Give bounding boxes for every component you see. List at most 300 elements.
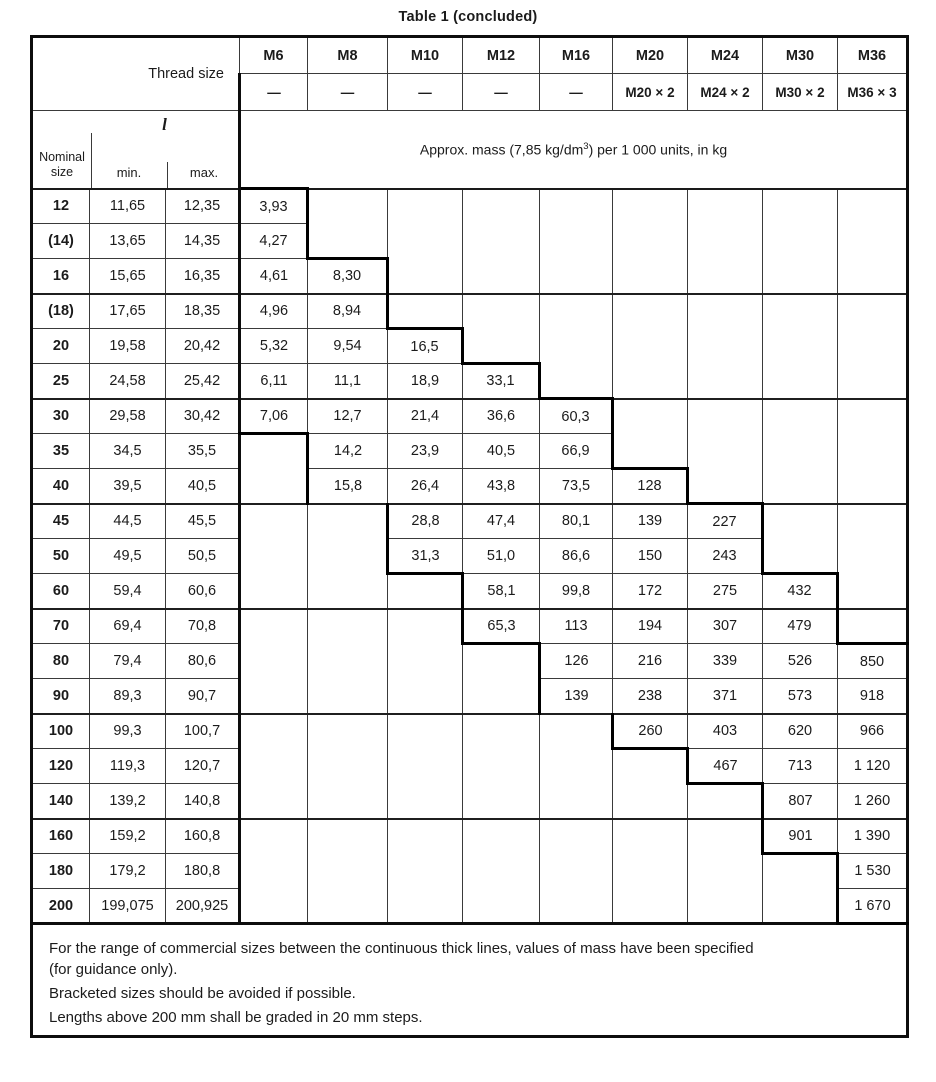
max-cell: 180,8 bbox=[166, 854, 240, 889]
mass-cell-m16-80: 126 bbox=[540, 644, 613, 679]
mass-cell-m20-50: 150 bbox=[613, 539, 688, 574]
table-row-160 bbox=[32, 819, 908, 854]
mass-cell-m8-18: 8,94 bbox=[308, 294, 388, 329]
col-header-m8: M8 bbox=[308, 37, 388, 74]
mass-cell-m36-14 bbox=[838, 224, 908, 259]
mass-cell-m36-50 bbox=[838, 539, 908, 574]
table-row-200 bbox=[32, 889, 908, 924]
mass-cell-m30-200 bbox=[763, 889, 838, 924]
mass-cell-m20-140 bbox=[613, 784, 688, 819]
mass-cell-m12-35: 40,5 bbox=[463, 434, 540, 469]
table-row-35 bbox=[32, 434, 908, 469]
mass-cell-m10-20: 16,5 bbox=[388, 329, 463, 364]
mass-cell-m30-50 bbox=[763, 539, 838, 574]
mass-cell-m36-18 bbox=[838, 294, 908, 329]
mass-cell-m8-16: 8,30 bbox=[308, 259, 388, 294]
mass-cell-m16-18 bbox=[540, 294, 613, 329]
length-header-cell bbox=[32, 111, 240, 189]
mass-cell-m30-16 bbox=[763, 259, 838, 294]
table-row-14 bbox=[32, 224, 908, 259]
mass-cell-m12-14 bbox=[463, 224, 540, 259]
mass-cell-m6-200 bbox=[240, 889, 308, 924]
mass-cell-m30-80: 526 bbox=[763, 644, 838, 679]
nominal-cell: (14) bbox=[32, 224, 90, 259]
col-header-m20: M20 bbox=[613, 37, 688, 74]
mass-cell-m20-16 bbox=[613, 259, 688, 294]
nominal-size-label: Nominal size bbox=[39, 149, 85, 179]
footnotes bbox=[32, 924, 908, 1037]
mass-cell-m10-100 bbox=[388, 714, 463, 749]
mass-cell-m20-18 bbox=[613, 294, 688, 329]
mass-cell-m12-100 bbox=[463, 714, 540, 749]
min-cell: 34,5 bbox=[90, 434, 166, 469]
footnotes-row bbox=[32, 924, 908, 1037]
col-subheader-m6: — bbox=[240, 74, 308, 111]
mass-cell-m8-180 bbox=[308, 854, 388, 889]
nominal-cell: 70 bbox=[32, 609, 90, 644]
mass-cell-m8-70 bbox=[308, 609, 388, 644]
min-cell: 179,2 bbox=[90, 854, 166, 889]
mass-cell-m24-140 bbox=[688, 784, 763, 819]
mass-cell-m10-30: 21,4 bbox=[388, 399, 463, 434]
mass-cell-m16-60: 99,8 bbox=[540, 574, 613, 609]
table-wrapper bbox=[30, 35, 906, 1038]
mass-cell-m30-100: 620 bbox=[763, 714, 838, 749]
min-cell: 69,4 bbox=[90, 609, 166, 644]
header-row-length-mass bbox=[32, 111, 908, 189]
mass-cell-m30-40 bbox=[763, 469, 838, 504]
max-cell: 35,5 bbox=[166, 434, 240, 469]
mass-cell-m24-70: 307 bbox=[688, 609, 763, 644]
nominal-cell: 180 bbox=[32, 854, 90, 889]
max-cell: 45,5 bbox=[166, 504, 240, 539]
mass-cell-m12-12 bbox=[463, 189, 540, 224]
table-row-30 bbox=[32, 399, 908, 434]
mass-cell-m16-200 bbox=[540, 889, 613, 924]
mass-cell-m16-12 bbox=[540, 189, 613, 224]
mass-cell-m10-14 bbox=[388, 224, 463, 259]
mass-cell-m20-14 bbox=[613, 224, 688, 259]
mass-cell-m12-16 bbox=[463, 259, 540, 294]
mass-cell-m6-45 bbox=[240, 504, 308, 539]
min-cell: 49,5 bbox=[90, 539, 166, 574]
max-cell: 80,6 bbox=[166, 644, 240, 679]
mass-cell-m24-14 bbox=[688, 224, 763, 259]
min-cell: 24,58 bbox=[90, 364, 166, 399]
nominal-cell: 100 bbox=[32, 714, 90, 749]
table-row-80 bbox=[32, 644, 908, 679]
mass-cell-m6-30: 7,06 bbox=[240, 399, 308, 434]
mass-cell-m24-50: 243 bbox=[688, 539, 763, 574]
mass-cell-m6-20: 5,32 bbox=[240, 329, 308, 364]
mass-cell-m16-70: 113 bbox=[540, 609, 613, 644]
mass-cell-m30-20 bbox=[763, 329, 838, 364]
nominal-cell: (18) bbox=[32, 294, 90, 329]
nominal-cell: 90 bbox=[32, 679, 90, 714]
mass-cell-m20-35 bbox=[613, 434, 688, 469]
col-header-m6: M6 bbox=[240, 37, 308, 74]
mass-cell-m16-50: 86,6 bbox=[540, 539, 613, 574]
mass-cell-m20-60: 172 bbox=[613, 574, 688, 609]
mass-cell-m6-40 bbox=[240, 469, 308, 504]
nominal-cell: 20 bbox=[32, 329, 90, 364]
mass-cell-m20-45: 139 bbox=[613, 504, 688, 539]
mass-cell-m16-40: 73,5 bbox=[540, 469, 613, 504]
col-header-m10: M10 bbox=[388, 37, 463, 74]
mass-cell-m36-90: 918 bbox=[838, 679, 908, 714]
note-line-4: Lengths above 200 mm shall be graded in 20 mm steps. bbox=[49, 1009, 423, 1026]
mass-cell-m8-14 bbox=[308, 224, 388, 259]
max-cell: 50,5 bbox=[166, 539, 240, 574]
col-header-m12: M12 bbox=[463, 37, 540, 74]
mass-cell-m24-45: 227 bbox=[688, 504, 763, 539]
mass-cell-m30-70: 479 bbox=[763, 609, 838, 644]
table-row-50 bbox=[32, 539, 908, 574]
mass-cell-m16-45: 80,1 bbox=[540, 504, 613, 539]
min-cell: 119,3 bbox=[90, 749, 166, 784]
note-line-3: Bracketed sizes should be avoided if possible. bbox=[49, 985, 356, 1002]
min-cell: 15,65 bbox=[90, 259, 166, 294]
mass-cell-m30-140: 807 bbox=[763, 784, 838, 819]
mass-cell-m10-12 bbox=[388, 189, 463, 224]
mass-cell-m16-16 bbox=[540, 259, 613, 294]
mass-cell-m8-45 bbox=[308, 504, 388, 539]
max-cell: 20,42 bbox=[166, 329, 240, 364]
mass-cell-m16-140 bbox=[540, 784, 613, 819]
mass-cell-m24-120: 467 bbox=[688, 749, 763, 784]
col-header-m16: M16 bbox=[540, 37, 613, 74]
mass-cell-m10-200 bbox=[388, 889, 463, 924]
min-cell: 59,4 bbox=[90, 574, 166, 609]
mass-cell-m12-200 bbox=[463, 889, 540, 924]
mass-cell-m12-20 bbox=[463, 329, 540, 364]
nominal-cell: 200 bbox=[32, 889, 90, 924]
mass-cell-m6-90 bbox=[240, 679, 308, 714]
header-row-thread-sizes bbox=[32, 37, 908, 74]
mass-cell-m24-80: 339 bbox=[688, 644, 763, 679]
mass-cell-m20-160 bbox=[613, 819, 688, 854]
mass-cell-m12-25: 33,1 bbox=[463, 364, 540, 399]
mass-cell-m12-140 bbox=[463, 784, 540, 819]
mass-cell-m10-35: 23,9 bbox=[388, 434, 463, 469]
mass-cell-m8-200 bbox=[308, 889, 388, 924]
table-row-60 bbox=[32, 574, 908, 609]
min-cell: 11,65 bbox=[90, 189, 166, 224]
max-cell: 120,7 bbox=[166, 749, 240, 784]
mass-cell-m8-20: 9,54 bbox=[308, 329, 388, 364]
min-cell: 159,2 bbox=[90, 819, 166, 854]
mass-cell-m30-14 bbox=[763, 224, 838, 259]
mass-cell-m10-25: 18,9 bbox=[388, 364, 463, 399]
mass-cell-m8-40: 15,8 bbox=[308, 469, 388, 504]
col-header-m24: M24 bbox=[688, 37, 763, 74]
mass-cell-m24-160 bbox=[688, 819, 763, 854]
mass-cell-m8-50 bbox=[308, 539, 388, 574]
mass-cell-m10-18 bbox=[388, 294, 463, 329]
col-header-m36: M36 bbox=[838, 37, 908, 74]
mass-cell-m36-80: 850 bbox=[838, 644, 908, 679]
mass-cell-m8-35: 14,2 bbox=[308, 434, 388, 469]
mass-cell-m12-160 bbox=[463, 819, 540, 854]
mass-cell-m12-30: 36,6 bbox=[463, 399, 540, 434]
mass-cell-m36-45 bbox=[838, 504, 908, 539]
max-cell: 140,8 bbox=[166, 784, 240, 819]
nominal-cell: 50 bbox=[32, 539, 90, 574]
max-cell: 12,35 bbox=[166, 189, 240, 224]
mass-cell-m36-160: 1 390 bbox=[838, 819, 908, 854]
nominal-cell: 12 bbox=[32, 189, 90, 224]
mass-cell-m36-120: 1 120 bbox=[838, 749, 908, 784]
max-cell: 160,8 bbox=[166, 819, 240, 854]
mass-cell-m24-60: 275 bbox=[688, 574, 763, 609]
max-label: max. bbox=[189, 164, 219, 180]
mass-cell-m6-12: 3,93 bbox=[240, 189, 308, 224]
table-row-18 bbox=[32, 294, 908, 329]
length-symbol: l bbox=[162, 115, 167, 134]
mass-cell-m6-180 bbox=[240, 854, 308, 889]
mass-cell-m36-25 bbox=[838, 364, 908, 399]
mass-cell-m24-20 bbox=[688, 329, 763, 364]
mass-cell-m12-45: 47,4 bbox=[463, 504, 540, 539]
mass-cell-m20-12 bbox=[613, 189, 688, 224]
min-cell: 79,4 bbox=[90, 644, 166, 679]
table-row-20 bbox=[32, 329, 908, 364]
col-header-m30: M30 bbox=[763, 37, 838, 74]
mass-cell-m16-120 bbox=[540, 749, 613, 784]
mass-cell-m12-90 bbox=[463, 679, 540, 714]
mass-cell-m36-60 bbox=[838, 574, 908, 609]
min-label: min. bbox=[116, 164, 142, 180]
mass-cell-m6-80 bbox=[240, 644, 308, 679]
nominal-cell: 45 bbox=[32, 504, 90, 539]
min-cell: 17,65 bbox=[90, 294, 166, 329]
table-row-180 bbox=[32, 854, 908, 889]
mass-cell-m36-180: 1 530 bbox=[838, 854, 908, 889]
mass-cell-m24-18 bbox=[688, 294, 763, 329]
mass-cell-m24-30 bbox=[688, 399, 763, 434]
mass-cell-m12-70: 65,3 bbox=[463, 609, 540, 644]
mass-note-suffix: ) per 1 000 units, in kg bbox=[588, 141, 728, 158]
col-subheader-m8: — bbox=[308, 74, 388, 111]
mass-cell-m20-180 bbox=[613, 854, 688, 889]
mass-cell-m10-16 bbox=[388, 259, 463, 294]
mass-cell-m24-90: 371 bbox=[688, 679, 763, 714]
min-cell: 199,075 bbox=[90, 889, 166, 924]
max-cell: 18,35 bbox=[166, 294, 240, 329]
nominal-cell: 25 bbox=[32, 364, 90, 399]
mass-cell-m24-180 bbox=[688, 854, 763, 889]
max-cell: 14,35 bbox=[166, 224, 240, 259]
mass-cell-m20-70: 194 bbox=[613, 609, 688, 644]
max-cell: 90,7 bbox=[166, 679, 240, 714]
nominal-cell: 120 bbox=[32, 749, 90, 784]
mass-note-sup: 3 bbox=[583, 140, 589, 152]
mass-cell-m20-90: 238 bbox=[613, 679, 688, 714]
nominal-cell: 40 bbox=[32, 469, 90, 504]
nominal-cell: 80 bbox=[32, 644, 90, 679]
min-cell: 44,5 bbox=[90, 504, 166, 539]
mass-cell-m36-16 bbox=[838, 259, 908, 294]
max-cell: 16,35 bbox=[166, 259, 240, 294]
min-cell: 29,58 bbox=[90, 399, 166, 434]
mass-cell-m12-120 bbox=[463, 749, 540, 784]
mass-cell-m16-25 bbox=[540, 364, 613, 399]
mass-cell-m12-18 bbox=[463, 294, 540, 329]
mass-cell-m30-160: 901 bbox=[763, 819, 838, 854]
mass-cell-m10-80 bbox=[388, 644, 463, 679]
table-row-12 bbox=[32, 189, 908, 224]
mass-cell-m16-30: 60,3 bbox=[540, 399, 613, 434]
mass-cell-m36-20 bbox=[838, 329, 908, 364]
table-row-140 bbox=[32, 784, 908, 819]
mass-cell-m24-16 bbox=[688, 259, 763, 294]
min-cell: 19,58 bbox=[90, 329, 166, 364]
max-cell: 25,42 bbox=[166, 364, 240, 399]
mass-cell-m36-30 bbox=[838, 399, 908, 434]
mass-cell-m24-100: 403 bbox=[688, 714, 763, 749]
mass-cell-m20-25 bbox=[613, 364, 688, 399]
mass-cell-m30-90: 573 bbox=[763, 679, 838, 714]
mass-cell-m16-14 bbox=[540, 224, 613, 259]
max-cell: 200,925 bbox=[166, 889, 240, 924]
mass-cell-m24-35 bbox=[688, 434, 763, 469]
min-cell: 13,65 bbox=[90, 224, 166, 259]
table-row-16 bbox=[32, 259, 908, 294]
mass-cell-m30-45 bbox=[763, 504, 838, 539]
table-row-40 bbox=[32, 469, 908, 504]
mass-cell-m20-80: 216 bbox=[613, 644, 688, 679]
mass-cell-m16-90: 139 bbox=[540, 679, 613, 714]
min-cell: 89,3 bbox=[90, 679, 166, 714]
table-row-120 bbox=[32, 749, 908, 784]
table-row-90 bbox=[32, 679, 908, 714]
mass-cell-m20-40: 128 bbox=[613, 469, 688, 504]
mass-cell-m8-25: 11,1 bbox=[308, 364, 388, 399]
mass-cell-m6-100 bbox=[240, 714, 308, 749]
mass-cell-m12-180 bbox=[463, 854, 540, 889]
nominal-cell: 140 bbox=[32, 784, 90, 819]
mass-cell-m36-12 bbox=[838, 189, 908, 224]
mass-cell-m24-40 bbox=[688, 469, 763, 504]
nominal-cell: 60 bbox=[32, 574, 90, 609]
thread-size-label: Thread size bbox=[32, 37, 240, 111]
mass-cell-m12-80 bbox=[463, 644, 540, 679]
mass-cell-m20-20 bbox=[613, 329, 688, 364]
table-row-100 bbox=[32, 714, 908, 749]
mass-cell-m8-140 bbox=[308, 784, 388, 819]
mass-cell-m8-120 bbox=[308, 749, 388, 784]
mass-cell-m36-200: 1 670 bbox=[838, 889, 908, 924]
mass-cell-m30-18 bbox=[763, 294, 838, 329]
mass-cell-m16-160 bbox=[540, 819, 613, 854]
mass-cell-m6-50 bbox=[240, 539, 308, 574]
mass-cell-m10-160 bbox=[388, 819, 463, 854]
table-row-70 bbox=[32, 609, 908, 644]
mass-cell-m24-200 bbox=[688, 889, 763, 924]
mass-cell-m16-35: 66,9 bbox=[540, 434, 613, 469]
mass-cell-m12-40: 43,8 bbox=[463, 469, 540, 504]
max-cell: 40,5 bbox=[166, 469, 240, 504]
mass-cell-m30-120: 713 bbox=[763, 749, 838, 784]
approx-mass-header bbox=[240, 111, 908, 189]
mass-cell-m20-100: 260 bbox=[613, 714, 688, 749]
max-cell: 60,6 bbox=[166, 574, 240, 609]
mass-cell-m6-18: 4,96 bbox=[240, 294, 308, 329]
mass-cell-m6-16: 4,61 bbox=[240, 259, 308, 294]
mass-cell-m20-120 bbox=[613, 749, 688, 784]
mass-note-prefix: Approx. mass (7,85 kg/dm bbox=[419, 141, 584, 158]
max-cell: 100,7 bbox=[166, 714, 240, 749]
mass-cell-m10-60 bbox=[388, 574, 463, 609]
mass-cell-m10-70 bbox=[388, 609, 463, 644]
mass-cell-m16-100 bbox=[540, 714, 613, 749]
mass-cell-m6-160 bbox=[240, 819, 308, 854]
min-cell: 39,5 bbox=[90, 469, 166, 504]
nominal-cell: 160 bbox=[32, 819, 90, 854]
mass-cell-m8-80 bbox=[308, 644, 388, 679]
mass-cell-m30-35 bbox=[763, 434, 838, 469]
max-cell: 30,42 bbox=[166, 399, 240, 434]
mass-cell-m20-30 bbox=[613, 399, 688, 434]
mass-cell-m6-120 bbox=[240, 749, 308, 784]
col-subheader-m12: — bbox=[463, 74, 540, 111]
mass-cell-m8-12 bbox=[308, 189, 388, 224]
mass-cell-m30-180 bbox=[763, 854, 838, 889]
mass-cell-m30-30 bbox=[763, 399, 838, 434]
col-subheader-m36: M36 × 3 bbox=[838, 74, 908, 111]
mass-cell-m24-25 bbox=[688, 364, 763, 399]
mass-cell-m30-25 bbox=[763, 364, 838, 399]
min-cell: 99,3 bbox=[90, 714, 166, 749]
note-line-1: For the range of commercial sizes between the continuous thick lines, values of mass have been specified bbox=[49, 940, 754, 957]
mass-cell-m12-60: 58,1 bbox=[463, 574, 540, 609]
mass-cell-m8-160 bbox=[308, 819, 388, 854]
mass-cell-m10-120 bbox=[388, 749, 463, 784]
mass-cell-m36-100: 966 bbox=[838, 714, 908, 749]
mass-cell-m36-70 bbox=[838, 609, 908, 644]
table-row-25 bbox=[32, 364, 908, 399]
table-title: Table 1 (concluded) bbox=[398, 9, 538, 25]
mass-cell-m6-25: 6,11 bbox=[240, 364, 308, 399]
col-subheader-m24: M24 × 2 bbox=[688, 74, 763, 111]
col-subheader-m20: M20 × 2 bbox=[613, 74, 688, 111]
mass-cell-m8-60 bbox=[308, 574, 388, 609]
nominal-cell: 16 bbox=[32, 259, 90, 294]
col-subheader-m30: M30 × 2 bbox=[763, 74, 838, 111]
mass-cell-m10-45: 28,8 bbox=[388, 504, 463, 539]
mass-cell-m10-40: 26,4 bbox=[388, 469, 463, 504]
mass-cell-m20-200 bbox=[613, 889, 688, 924]
mass-cell-m6-70 bbox=[240, 609, 308, 644]
mass-cell-m36-40 bbox=[838, 469, 908, 504]
mass-cell-m12-50: 51,0 bbox=[463, 539, 540, 574]
mass-cell-m30-12 bbox=[763, 189, 838, 224]
col-subheader-m10: — bbox=[388, 74, 463, 111]
mass-cell-m30-60: 432 bbox=[763, 574, 838, 609]
note-line-2: (for guidance only). bbox=[49, 961, 178, 978]
nominal-cell: 35 bbox=[32, 434, 90, 469]
mass-cell-m6-35 bbox=[240, 434, 308, 469]
table-row-45 bbox=[32, 504, 908, 539]
mass-cell-m8-90 bbox=[308, 679, 388, 714]
nominal-cell: 30 bbox=[32, 399, 90, 434]
mass-cell-m24-12 bbox=[688, 189, 763, 224]
thread-mass-table bbox=[30, 35, 909, 1038]
mass-cell-m16-180 bbox=[540, 854, 613, 889]
mass-cell-m8-30: 12,7 bbox=[308, 399, 388, 434]
col-subheader-m16: — bbox=[540, 74, 613, 111]
mass-cell-m10-180 bbox=[388, 854, 463, 889]
